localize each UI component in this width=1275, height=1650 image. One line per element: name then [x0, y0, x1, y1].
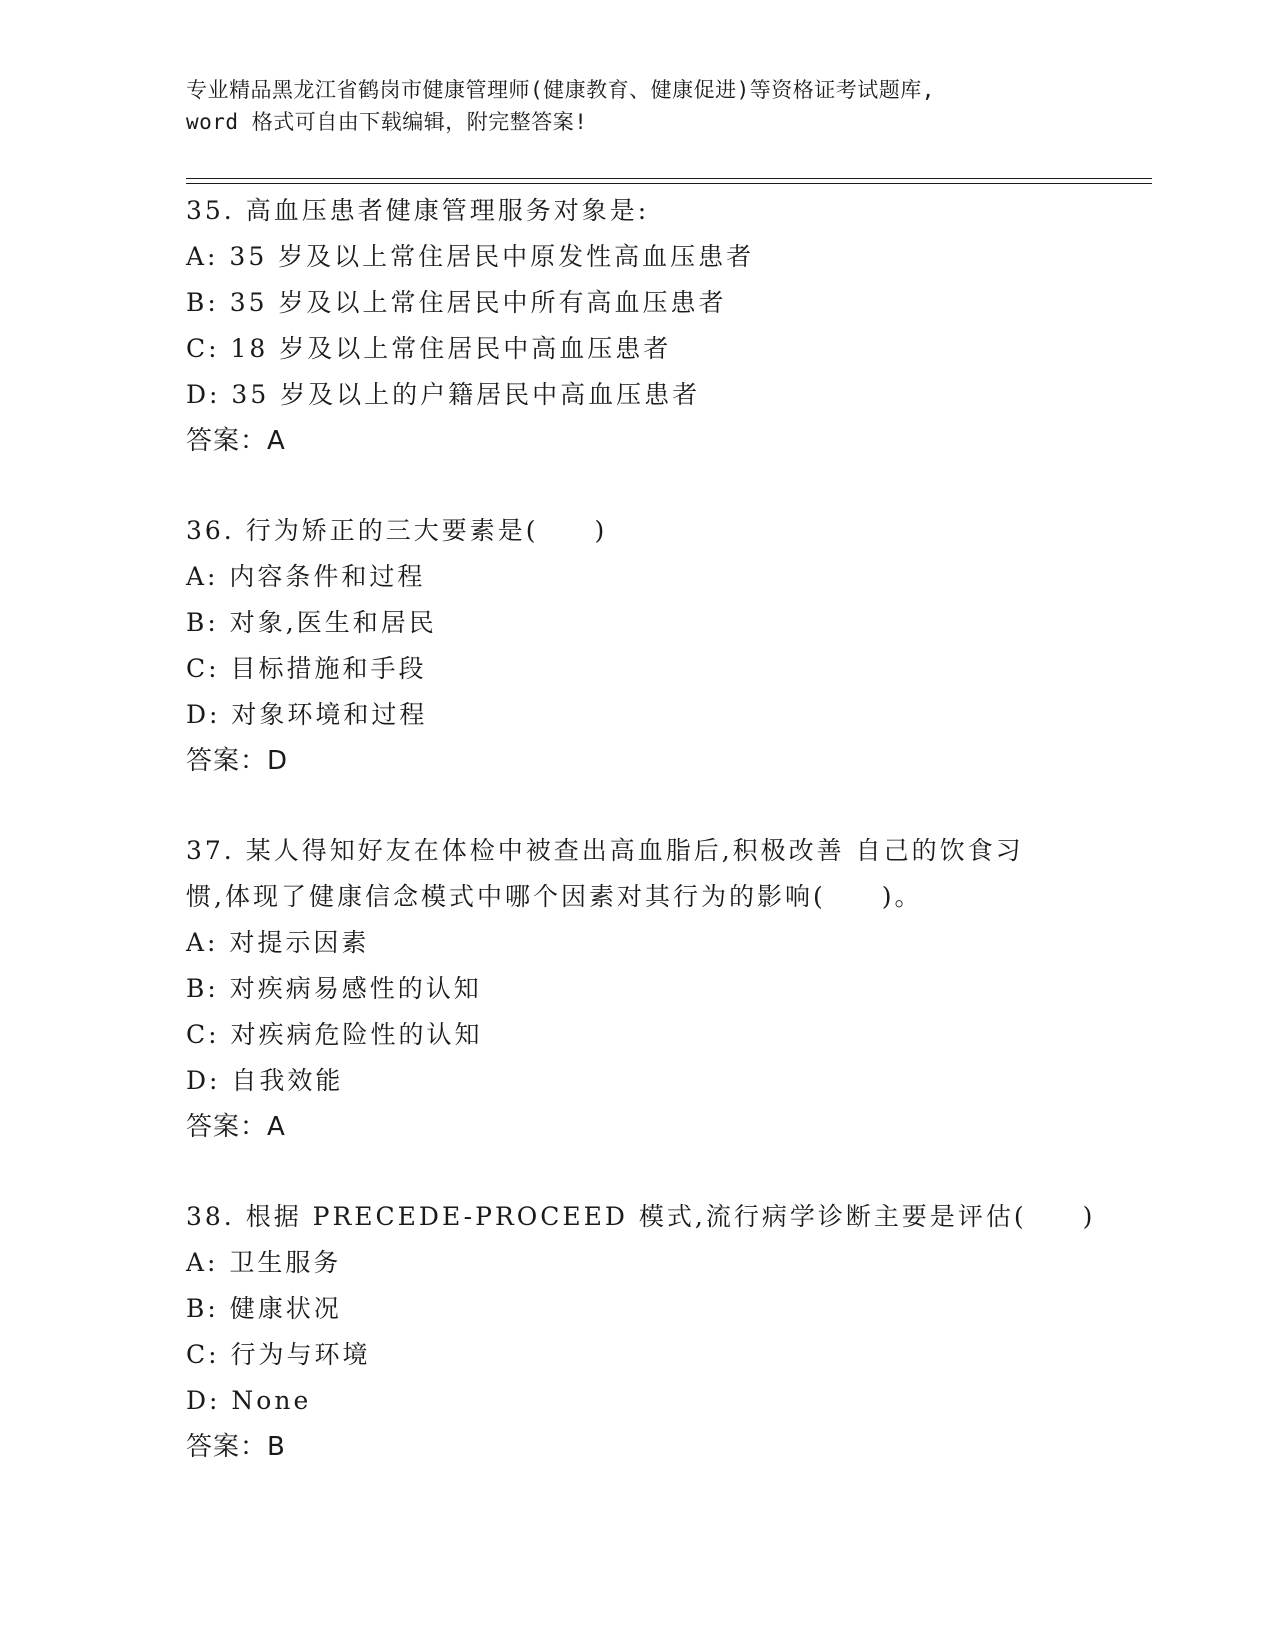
header-line-2: word 格式可自由下载编辑，附完整答案! — [186, 110, 588, 134]
header-divider-top — [186, 178, 1152, 179]
document-header — [186, 74, 1086, 138]
question-38 — [186, 1194, 1096, 1470]
option-d: D: None — [186, 1386, 312, 1415]
option-b: B: 对疾病易感性的认知 — [186, 974, 482, 1003]
option-a: A: 35 岁及以上常住居民中原发性高血压患者 — [186, 242, 755, 271]
question-37 — [186, 828, 1086, 1150]
option-b: B: 对象,医生和居民 — [186, 608, 437, 637]
option-b: B: 35 岁及以上常住居民中所有高血压患者 — [186, 288, 727, 317]
answer-label: 答案：D — [186, 746, 289, 776]
option-b: B: 健康状况 — [186, 1294, 342, 1323]
answer-label: 答案：A — [186, 426, 286, 456]
header-line-1: 专业精品黑龙江省鹤岗市健康管理师(健康教育、健康促进)等资格证考试题库, — [186, 78, 935, 102]
question-stem: 36. 行为矫正的三大要素是( ) — [186, 516, 608, 545]
option-a: A: 卫生服务 — [186, 1248, 342, 1277]
option-c: C: 18 岁及以上常住居民中高血压患者 — [186, 334, 672, 363]
option-c: C: 目标措施和手段 — [186, 654, 427, 683]
question-stem: 35. 高血压患者健康管理服务对象是: — [186, 196, 650, 225]
option-c: C: 对疾病危险性的认知 — [186, 1020, 483, 1049]
option-d: D: 对象环境和过程 — [186, 700, 428, 729]
option-c: C: 行为与环境 — [186, 1340, 371, 1369]
answer-label: 答案：A — [186, 1112, 286, 1142]
header-divider-bottom — [186, 183, 1152, 184]
question-stem-line-1: 37. 某人得知好友在体检中被查出高血脂后,积极改善 自己的饮食习 — [186, 836, 1024, 865]
question-35 — [186, 188, 1086, 464]
option-a: A: 内容条件和过程 — [186, 562, 426, 591]
option-a: A: 对提示因素 — [186, 928, 370, 957]
question-stem: 38. 根据 PRECEDE-PROCEED 模式,流行病学诊断主要是评估( ) — [186, 1202, 1096, 1231]
option-d: D: 35 岁及以上的户籍居民中高血压患者 — [186, 380, 701, 409]
answer-label: 答案：B — [186, 1432, 286, 1462]
question-36 — [186, 508, 1086, 784]
option-d: D: 自我效能 — [186, 1066, 344, 1095]
question-stem-line-2: 惯,体现了健康信念模式中哪个因素对其行为的影响( )。 — [186, 882, 923, 911]
